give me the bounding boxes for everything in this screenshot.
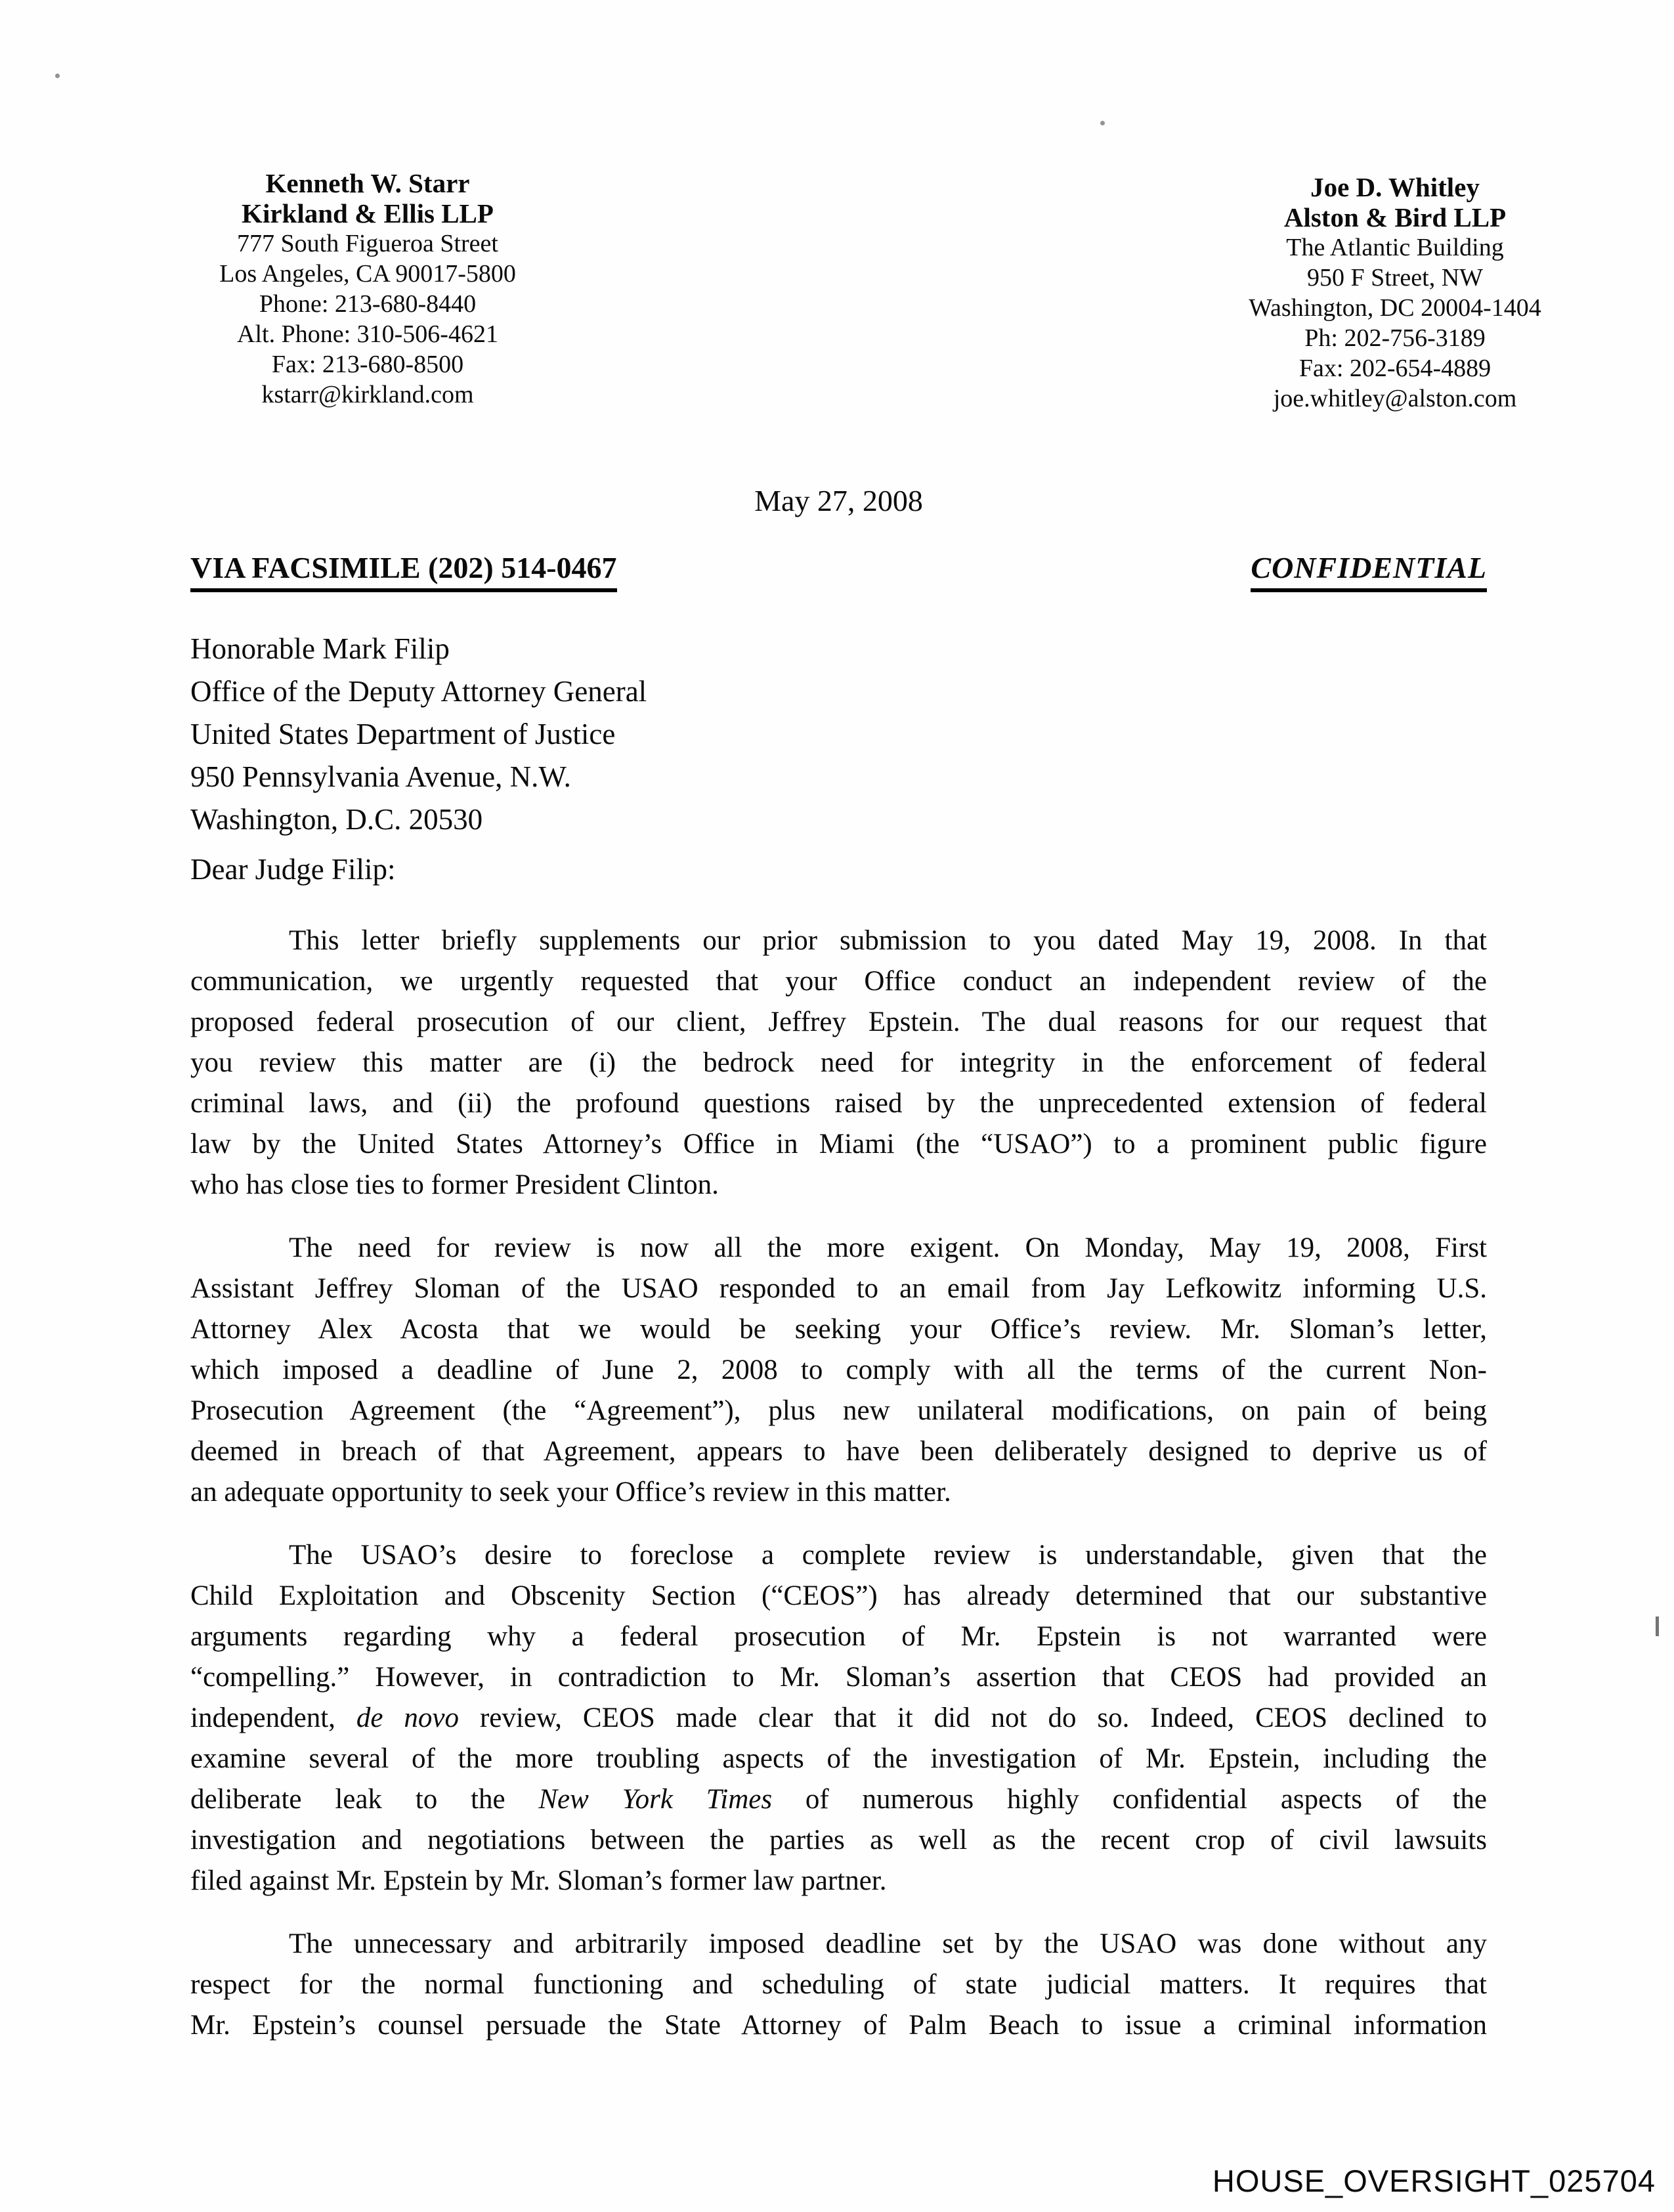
italic-text: New York Times	[538, 1784, 773, 1815]
scan-artifact	[1656, 1616, 1659, 1636]
paragraph-1-line-5: criminal laws, and (ii) the profound questions raised by the unprecedented extension of federal	[190, 1088, 1487, 1119]
paragraph-2	[190, 1228, 1487, 1513]
paragraph-2-line-2: Assistant Jeffrey Sloman of the USAO responded to an email from Jay Lefkowitz informing U.S.	[190, 1273, 1487, 1304]
letter-body	[190, 921, 1487, 2068]
paragraph-3-line-5: independent, de novo review, CEOS made clear that it did not do so. Indeed, CEOS declined to	[190, 1702, 1487, 1733]
sender-letterhead-left-line: Kirkland & Ellis LLP	[242, 198, 494, 228]
paragraph-4-line-2: respect for the normal functioning and scheduling of state judicial matters. It requires that	[190, 1969, 1487, 2000]
paragraph-2-line-6: deemed in breach of that Agreement, appears to have been deliberately designed to deprive us of	[190, 1436, 1487, 1467]
scan-artifact	[55, 74, 60, 78]
sender-letterhead-right-line: Ph: 202-756-3189	[1304, 324, 1486, 352]
paragraph-2-line-1: The need for review is now all the more exigent. On Monday, May 19, 2008, First	[289, 1232, 1487, 1263]
paragraph-4-line-3: Mr. Epstein’s counsel persuade the State Attorney of Palm Beach to issue a criminal information	[190, 2010, 1487, 2041]
sender-letterhead-left-line: Fax: 213-680-8500	[271, 351, 464, 378]
paragraph-4-line-1: The unnecessary and arbitrarily imposed deadline set by the USAO was done without any	[289, 1928, 1487, 1959]
sender-letterhead-left	[112, 168, 624, 410]
recipient-address	[190, 628, 647, 841]
paragraph-3-line-4: “compelling.” However, in contradiction to Mr. Sloman’s assertion that CEOS had provided an	[190, 1662, 1487, 1693]
sender-letterhead-left-line: Kenneth W. Starr	[265, 168, 470, 198]
paragraph-1-line-1: This letter briefly supplements our prior submission to you dated May 19, 2008. In that	[289, 925, 1487, 956]
confidential-stamp: CONFIDENTIAL	[1251, 550, 1487, 592]
paragraph-1-line-2: communication, we urgently requested that your Office conduct an independent review of the	[190, 966, 1487, 997]
paragraph-2-line-5: Prosecution Agreement (the “Agreement”), plus new unilateral modifications, on pain of being	[190, 1395, 1487, 1426]
sender-letterhead-right-line: Washington, DC 20004-1404	[1249, 294, 1541, 322]
paragraph-1	[190, 921, 1487, 1205]
paragraph-3-line-6: examine several of the more troubling aspects of the investigation of Mr. Epstein, including the	[190, 1743, 1487, 1774]
recipient-address-line: Honorable Mark Filip	[190, 632, 450, 665]
paragraph-2-line-4: which imposed a deadline of June 2, 2008 to comply with all the terms of the current Non-	[190, 1355, 1487, 1385]
sender-letterhead-right-line: Joe D. Whitley	[1310, 172, 1480, 202]
paragraph-3-line-9: filed against Mr. Epstein by Mr. Sloman’s former law partner.	[190, 1865, 887, 1896]
paragraph-1-line-6: law by the United States Attorney’s Office in Miami (the “USAO”) to a prominent public figure	[190, 1129, 1487, 1160]
paragraph-3-line-8: investigation and negotiations between the parties as well as the recent crop of civil lawsuits	[190, 1825, 1487, 1855]
paragraph-4	[190, 1924, 1487, 2046]
bates-number: HOUSE_OVERSIGHT_025704	[1212, 2163, 1656, 2198]
paragraph-1-line-7: who has close ties to former President Clinton.	[190, 1169, 719, 1200]
recipient-address-line: Washington, D.C. 20530	[190, 803, 483, 836]
paragraph-2-line-3: Attorney Alex Acosta that we would be seeking your Office’s review. Mr. Sloman’s letter,	[190, 1314, 1487, 1345]
paragraph-3-line-7: deliberate leak to the New York Times of numerous highly confidential aspects of the	[190, 1784, 1487, 1815]
paragraph-3-line-1: The USAO’s desire to foreclose a complete review is understandable, given that the	[289, 1540, 1487, 1571]
sender-letterhead-right-line: Alston & Bird LLP	[1283, 202, 1507, 232]
sender-letterhead-right-line: 950 F Street, NW	[1306, 264, 1484, 292]
paragraph-2-line-7: an adequate opportunity to seek your Office’s review in this matter.	[190, 1477, 951, 1507]
salutation: Dear Judge Filip:	[190, 853, 396, 886]
date-line: May 27, 2008	[754, 484, 923, 517]
paragraph-1-line-4: you review this matter are (i) the bedrock need for integrity in the enforcement of federal	[190, 1047, 1487, 1078]
italic-text: de novo	[356, 1702, 460, 1733]
paragraph-3-line-3: arguments regarding why a federal prosecution of Mr. Epstein is not warranted were	[190, 1621, 1487, 1652]
recipient-address-line: 950 Pennsylvania Avenue, N.W.	[190, 760, 571, 793]
recipient-address-line: United States Department of Justice	[190, 718, 616, 750]
paragraph-3	[190, 1535, 1487, 1901]
sender-letterhead-left-line: kstarr@kirkland.com	[261, 381, 474, 408]
paragraph-3-line-2: Child Exploitation and Obscenity Section (“CEOS”) has already determined that our substantive	[190, 1580, 1487, 1611]
sender-letterhead-left-line: Los Angeles, CA 90017-5800	[219, 260, 516, 288]
reference-line	[190, 550, 1487, 592]
sender-letterhead-right-line: joe.whitley@alston.com	[1273, 385, 1517, 412]
sender-letterhead-left-line: 777 South Figueroa Street	[237, 230, 498, 257]
delivery-method-line: VIA FACSIMILE (202) 514-0467	[190, 550, 617, 592]
recipient-address-line: Office of the Deputy Attorney General	[190, 675, 647, 708]
sender-letterhead-left-line: Phone: 213-680-8440	[259, 290, 477, 318]
sender-letterhead-right-line: The Atlantic Building	[1286, 234, 1504, 261]
scan-artifact	[1100, 121, 1105, 125]
sender-letterhead-right	[1139, 172, 1651, 414]
paragraph-1-line-3: proposed federal prosecution of our client, Jeffrey Epstein. The dual reasons for our request that	[190, 1007, 1487, 1037]
sender-letterhead-left-line: Alt. Phone: 310-506-4621	[237, 320, 498, 348]
sender-letterhead-right-line: Fax: 202-654-4889	[1298, 355, 1492, 382]
